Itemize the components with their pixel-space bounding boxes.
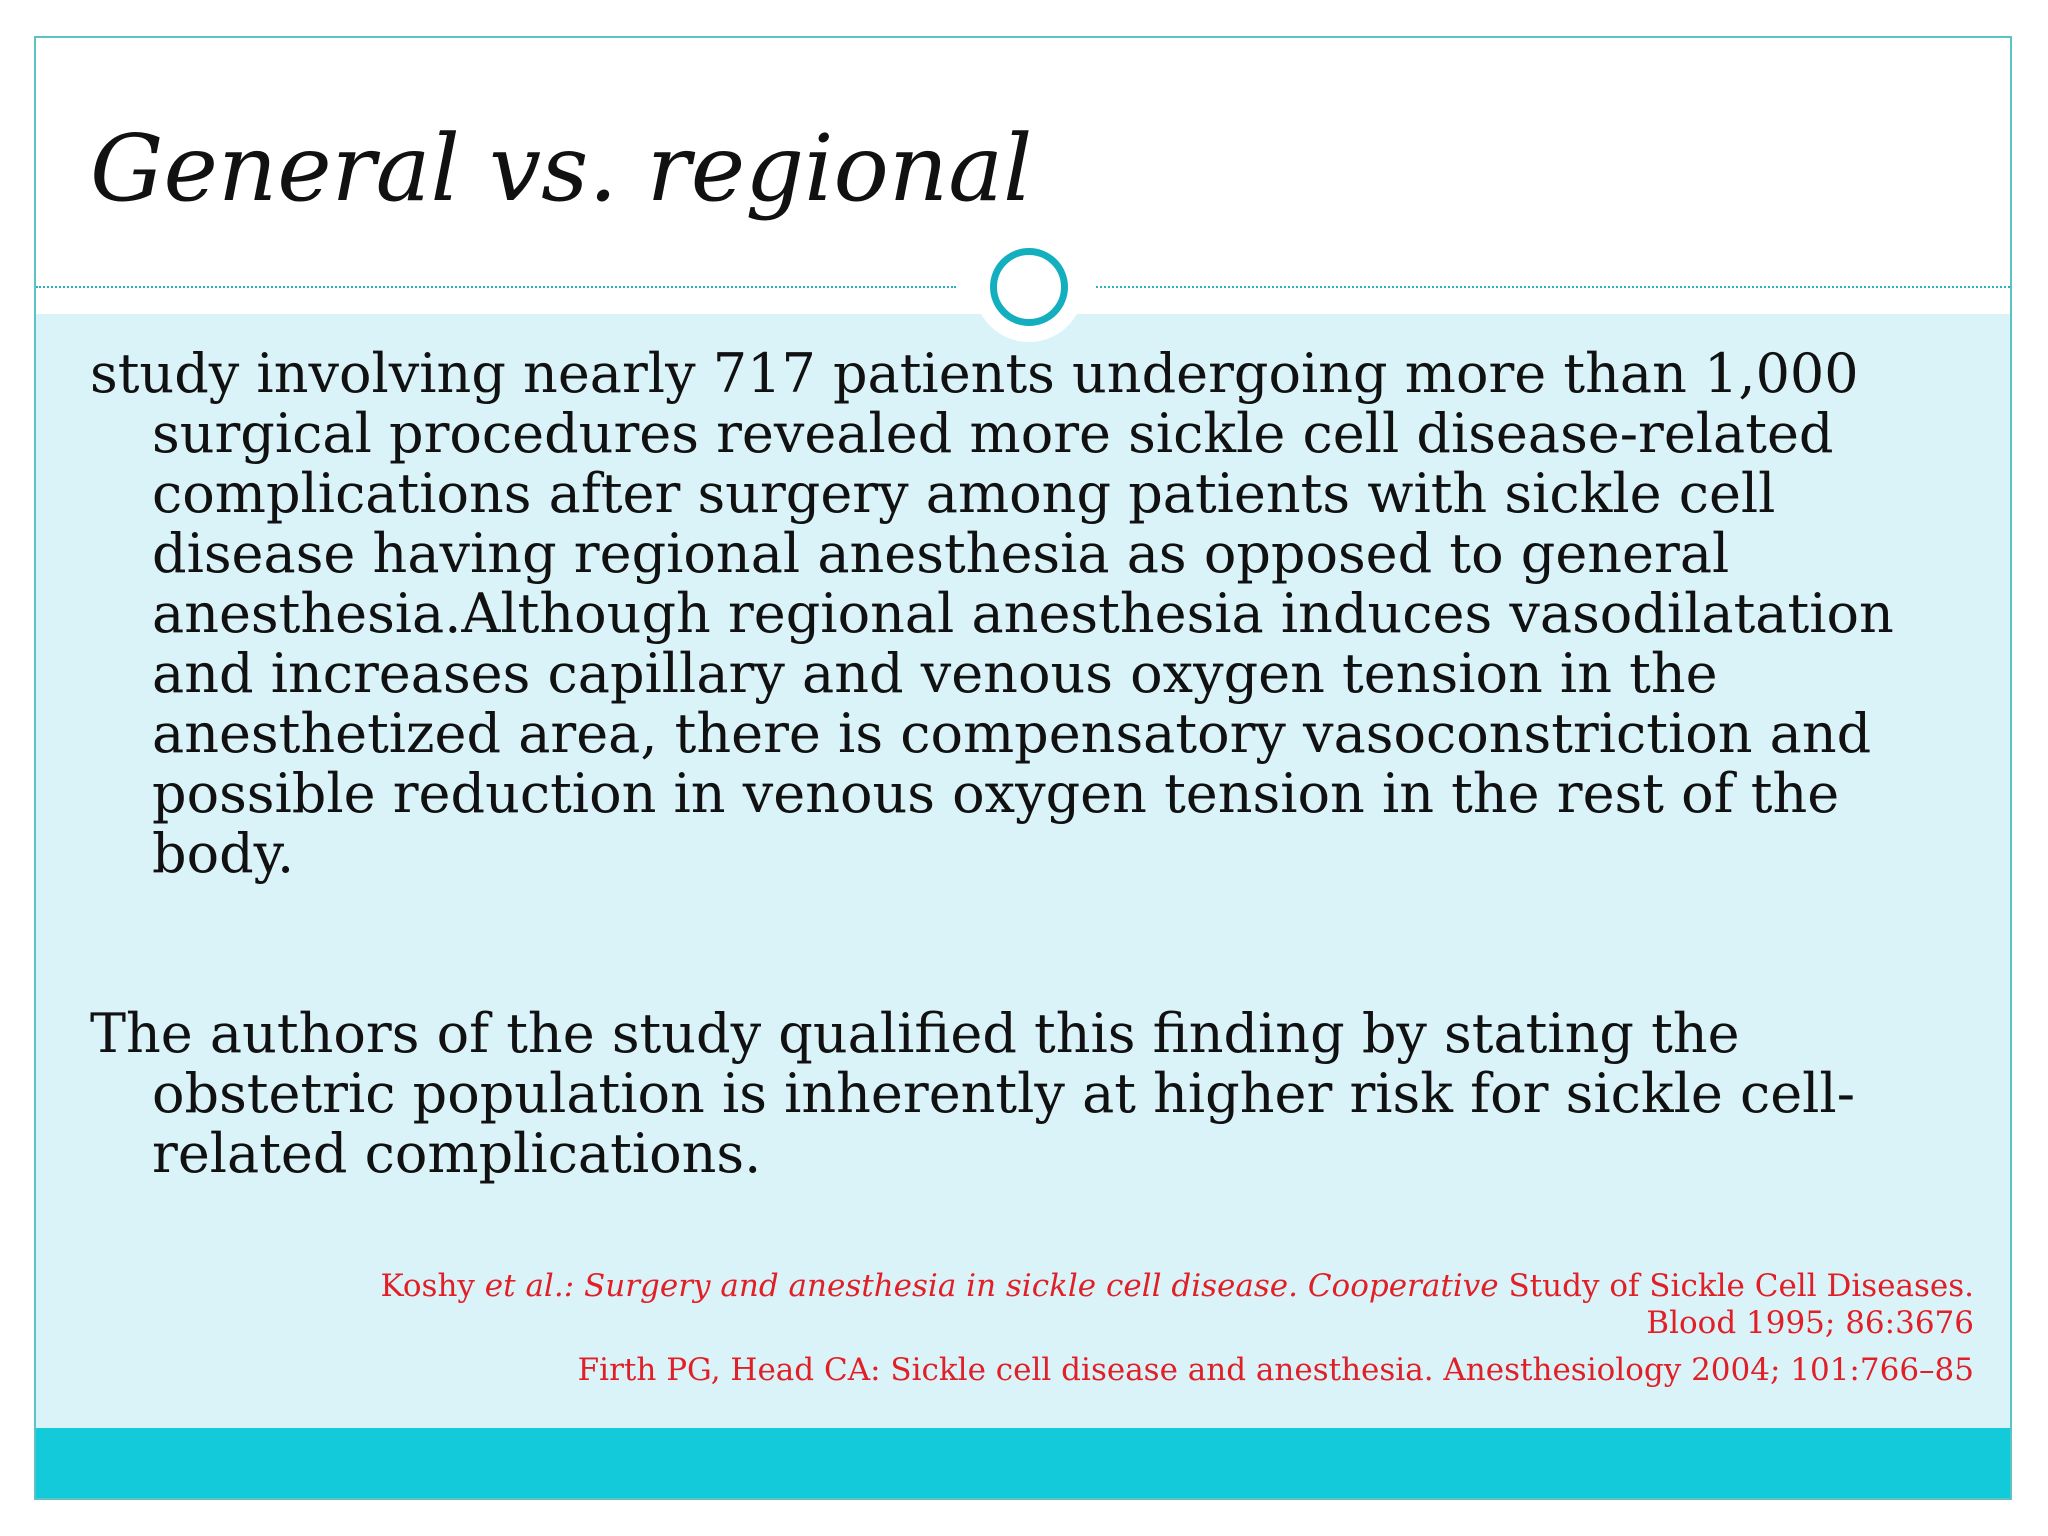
body-paragraph-study: study involving nearly 717 patients undergoing more than 1,000 surgical procedures revealed more sickle cell disease-related complications after surgery among patients with sickle cell disease having regional anesthesia as opposed to general anesthesia.Although regional anesthesia induces vasodilatation and increases capillary and venous oxygen tension in the anesthetized area, there is compensatory vasoconstriction and possible reduction in venous oxygen tension in the rest of the body. (90, 342, 1894, 885)
citations (114, 1268, 1974, 1389)
title-divider-left (36, 286, 956, 288)
citation-koshy-rest: Study of Sickle Cell Diseases. (1498, 1268, 1974, 1304)
slide (34, 36, 2012, 1500)
citation-koshy-journal: Blood 1995; 86:3676 (1646, 1305, 1974, 1341)
bottom-accent-bar (36, 1428, 2010, 1498)
circle-ornament-icon (990, 248, 1068, 326)
citation-koshy (114, 1268, 1974, 1305)
citation-firth: Firth PG, Head CA: Sickle cell disease and anesthesia. Anesthesiology 2004; 101:766–85 (577, 1352, 1974, 1388)
citation-koshy-title: et al.: Surgery and anesthesia in sickle cell disease. Cooperative (484, 1268, 1499, 1304)
slide-title: General vs. regional (90, 115, 1033, 222)
body-paragraph-authors: The authors of the study qualified this finding by stating the obstetric population is inherently at higher risk for sickle cell-related complications. (90, 1002, 1855, 1185)
citation-koshy-author: Koshy (380, 1268, 485, 1304)
title-divider-right (1096, 286, 2012, 288)
